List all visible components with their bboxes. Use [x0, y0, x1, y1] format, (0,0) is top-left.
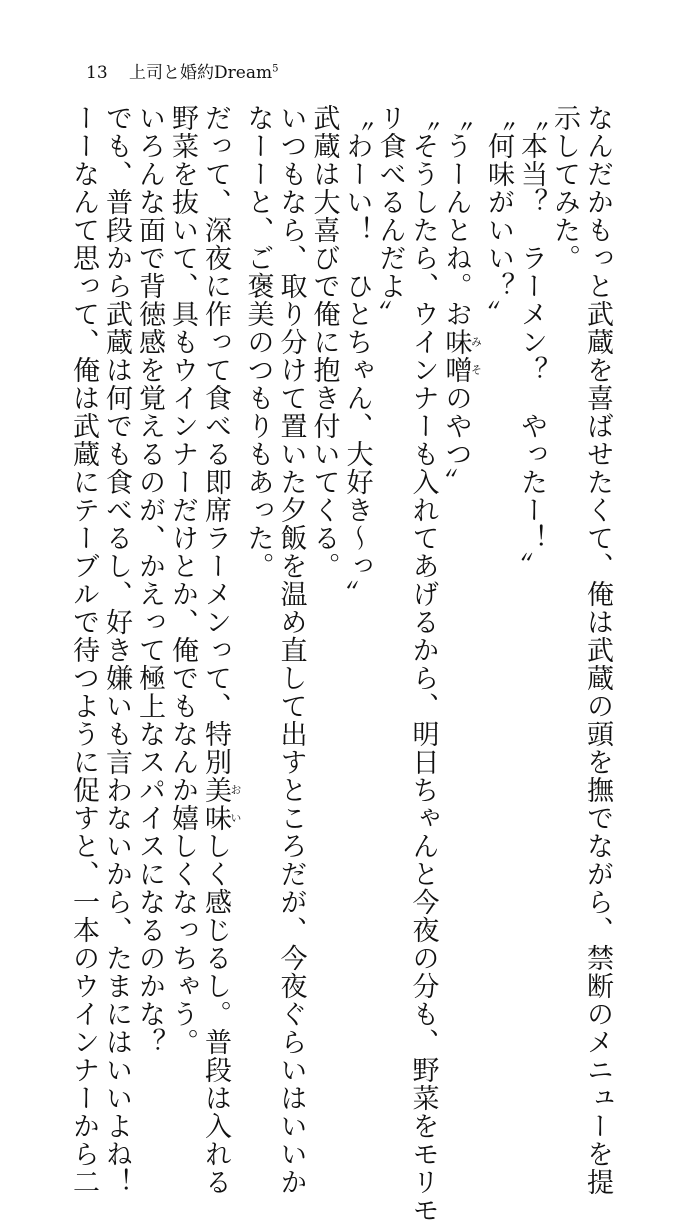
- text-line-13: 野菜を抜いて、具もウインナーだけとか、俺でもなんか嬉しくなっちゃう。: [167, 104, 198, 1056]
- text-line-12-post: しく感じるし。普段は入れる: [200, 832, 231, 1196]
- text-line-1: なんだかもっと武蔵を喜ばせたくて、俺は武蔵の頭を撫でながら、禁断のメニューを提: [582, 104, 613, 1196]
- ruby-miso-reading: みそ: [469, 328, 483, 384]
- book-title: [129, 63, 278, 83]
- text-line-6: 〝そうしたら、ウインナーも入れてあげるから、明日ちゃんと今夜の分も、野菜をモリモ: [407, 104, 439, 1224]
- text-line-14: いろんな面で背徳感を覚えるのが、かえって極上なスパイスになるのかな？: [134, 104, 165, 1056]
- text-line-7: リ食べるんだよ〟: [374, 104, 406, 328]
- text-line-5-post: のやつ〟: [440, 384, 472, 496]
- ruby-miso: [440, 328, 483, 384]
- text-line-8: 〝わーい！ ひとちゃん、大好き〜っ〟: [341, 104, 373, 608]
- text-line-16: ーーなんて思って、俺は武蔵にテーブルで待つように促すと、一本のウインナーから二: [68, 104, 99, 1196]
- page-number: 13: [86, 62, 108, 83]
- text-line-12-pre: だって、深夜に作って食べる即席ラーメンって、特別: [200, 104, 231, 776]
- page-header: [86, 58, 279, 84]
- book-title-text: 上司と婚約Dream: [129, 62, 273, 83]
- text-line-4: 〝何味がいい？〟: [483, 104, 514, 328]
- text-line-5-pre: 〝うーんとね。お: [440, 104, 472, 328]
- text-line-2: 示してみた。: [549, 104, 580, 272]
- text-line-10: いつもなら、取り分けて置いた夕飯を温め直して出すところだが、今夜ぐらいはいいか: [275, 104, 307, 1196]
- ruby-oi-reading: おい: [229, 776, 242, 832]
- text-line-12: [199, 104, 242, 1196]
- text-line-5: [440, 104, 483, 944]
- text-line-11: なーーと、ご褒美のつもりもあった。: [242, 104, 274, 580]
- ruby-oi: [200, 776, 242, 832]
- ruby-miso-base: 味噌: [440, 328, 472, 384]
- vertical-text-body: [68, 104, 614, 1224]
- text-line-3: 〝本当？ ラーメン？ やったー！〟: [516, 104, 547, 580]
- text-line-15: でも、普段から武蔵は何でも食べるし、好き嫌いも言わないから、たまにはいいよね！: [101, 104, 132, 1196]
- book-title-volume: 5: [272, 63, 279, 74]
- text-line-9: 武蔵は大喜びで俺に抱き付いてくる。: [308, 104, 340, 580]
- ruby-oi-base: 美味: [200, 776, 231, 832]
